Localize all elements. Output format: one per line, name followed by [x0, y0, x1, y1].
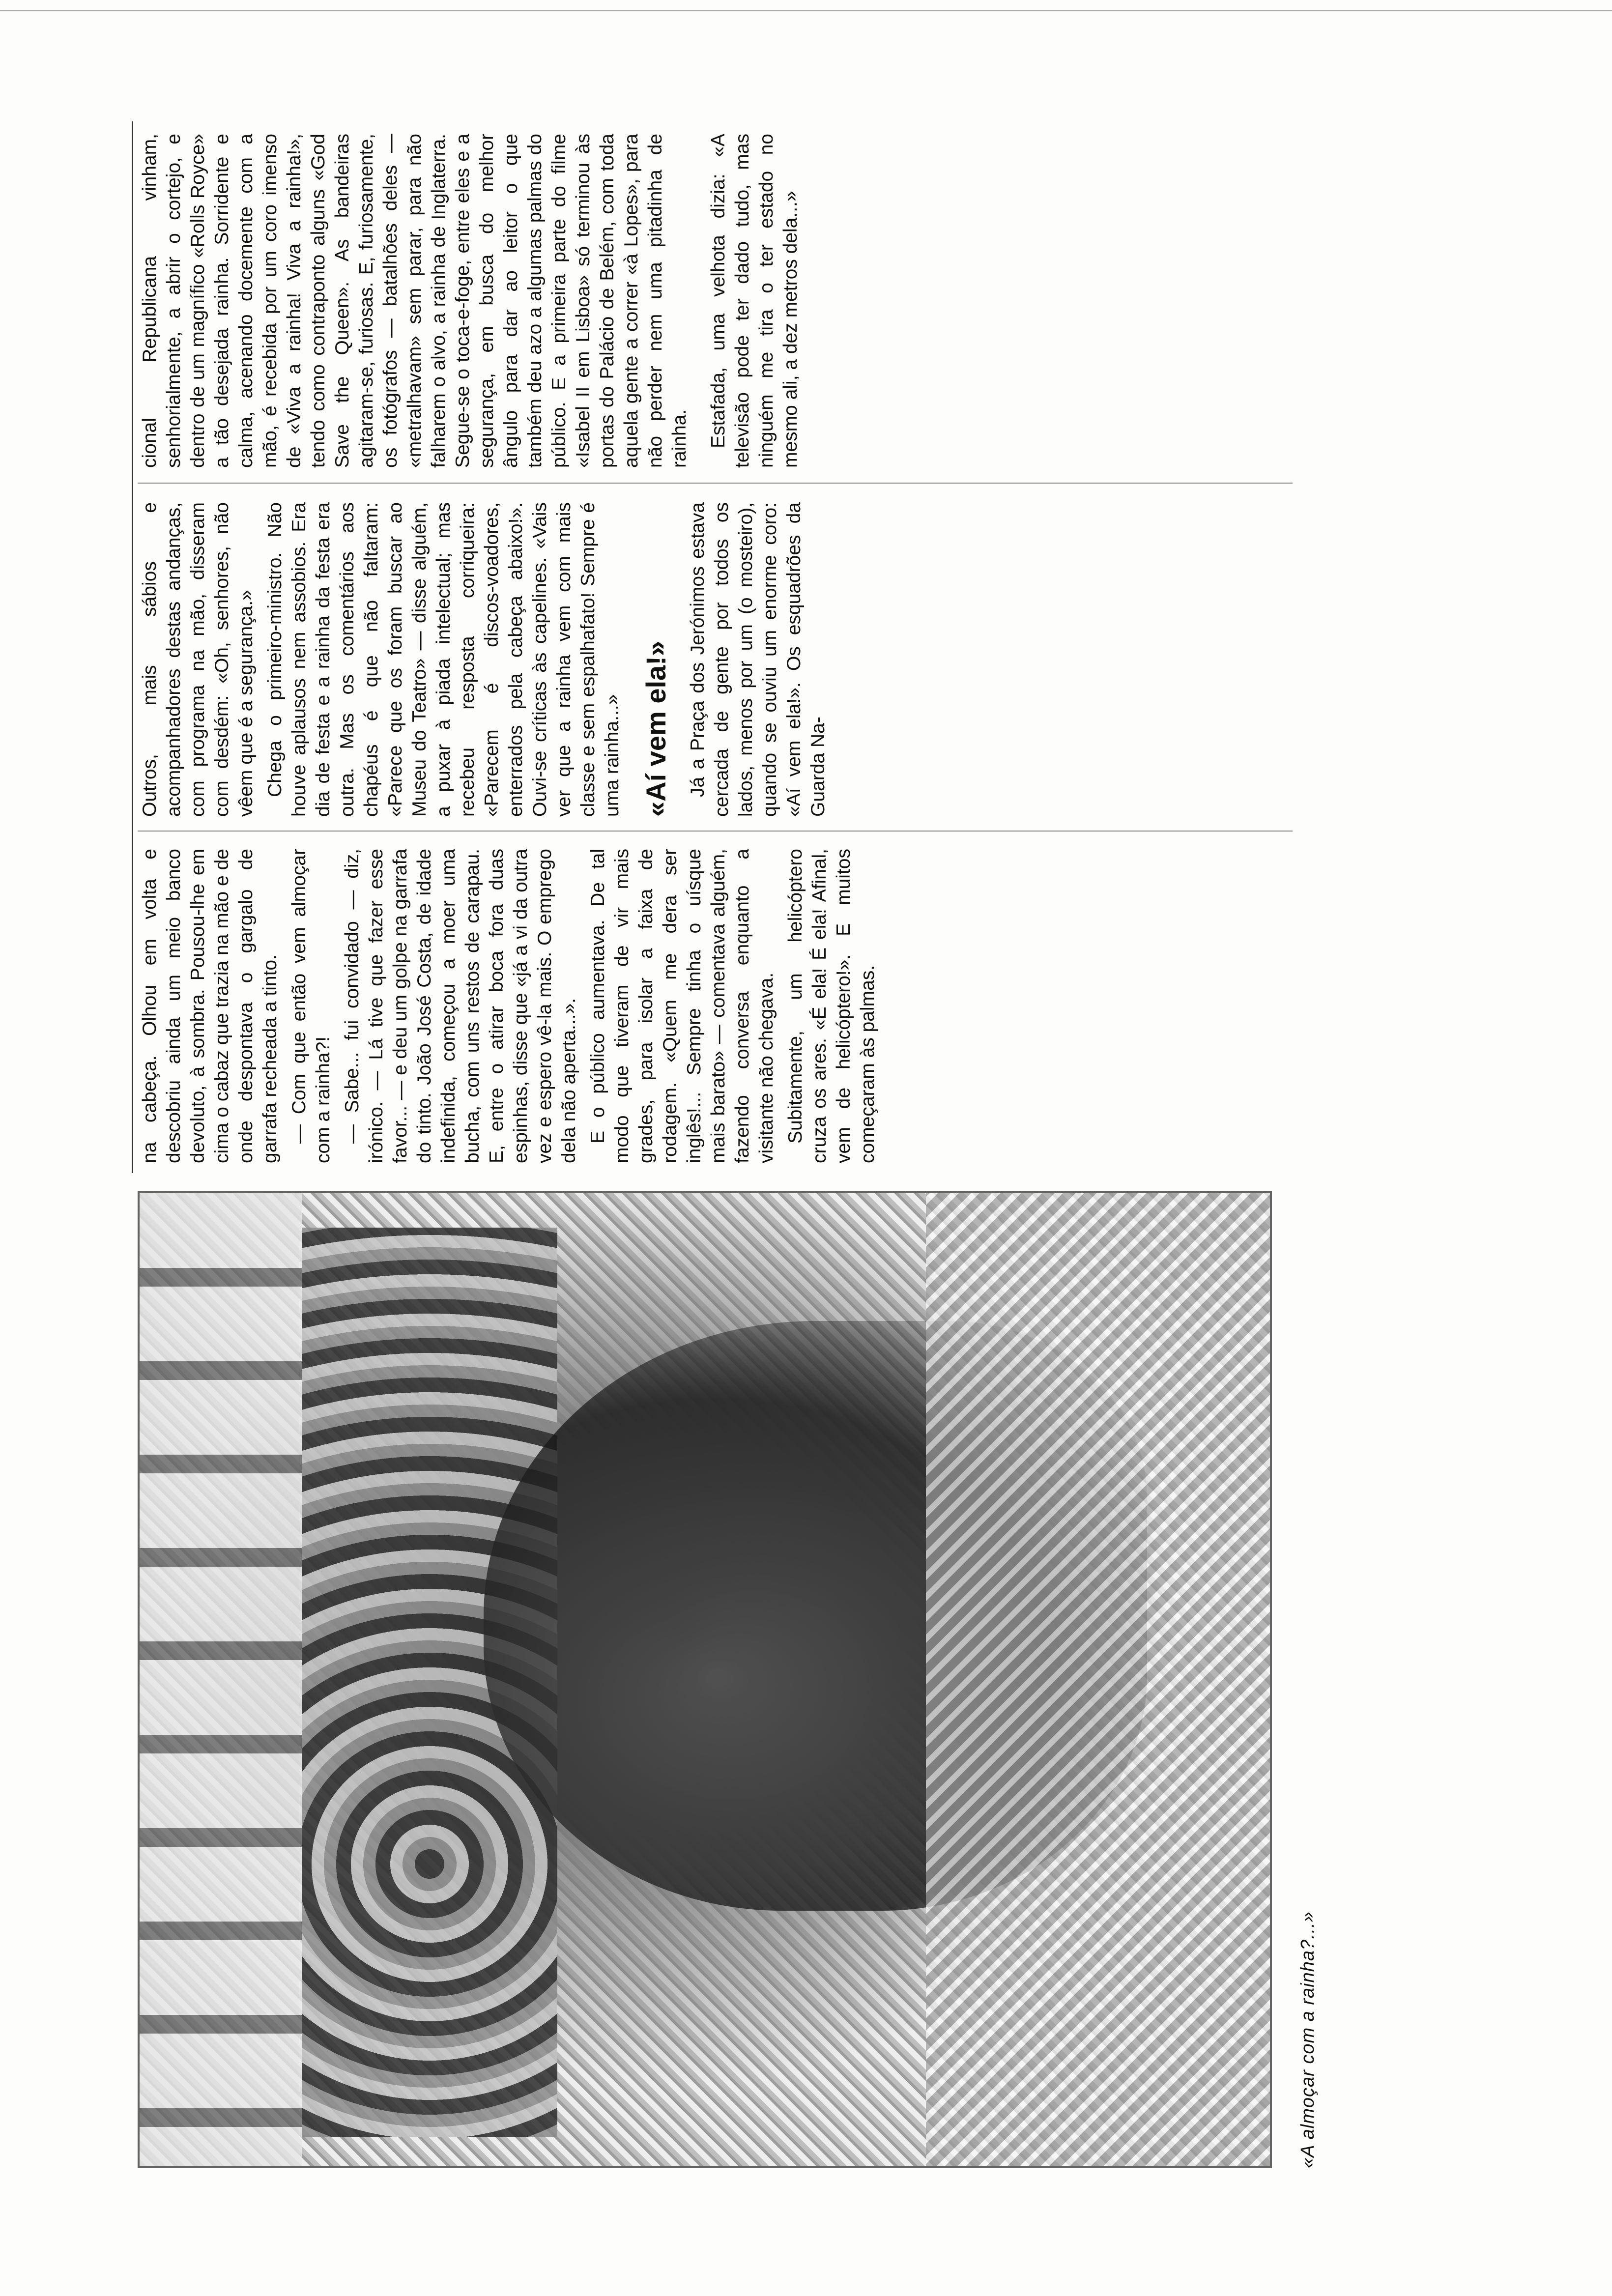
- paragraph: Já a Praça dos Jerónimos estava cercada de gente por todos os lados, menos por um (o mosteiro), quando se ouviu um enorme coro: «Aí vem ela!». Os esquadrões da Guarda Na-: [687, 502, 829, 817]
- paragraph: Estafada, uma velhota dizia: «A televisão pode ter dado tudo, mas ninguém me tira o ter estado no mesmo ali, a dez metros dela...»: [708, 134, 801, 468]
- paragraph: — Sabe... fui convidado — diz, irónico. — Lá tive que fazer esse favor... — e deu um golpe na garrafa do tinto. João José Costa, de idade indefinida, começou a moer uma bucha, com uns restos de carapau. E, entre o atirar boca fora duas espinhas, disse que «já a vi da outra vez e espero vê-la mais. O emprego dela não aperta...».: [342, 849, 579, 1163]
- paragraph: Chega o primeiro-ministro. Não houve aplausos nem assobios. Era dia de festa e a rainha da festa era outra. Mas os comentários aos chapéus é que não faltaram: «Parece que os foram buscar ao Museu do Teatro» — disse alguém, a puxar à piada intelectual; mas recebeu resposta corriqueira: «Parecem é discos-voadores, enterrados pela cabeça abaixo!». Ouvi-se críticas às capelines. «Vais ver que a rainha vem com mais classe e sem espalhafato! Sempre é uma rainha...»: [264, 502, 623, 817]
- text-column-3: [138, 134, 1293, 468]
- section-heading: «Aí vem ela!»: [640, 641, 671, 817]
- photo-cobblestones: [926, 1193, 1270, 2166]
- paragraph: Outros, mais sábios e acompanhadores destas andanças, com programa na mão, disseram com desdém: «Oh, senhores, não vêem que é a segurança.»: [139, 502, 257, 817]
- scan-edge-line: [0, 10, 1612, 11]
- text-column-2: [138, 502, 1293, 817]
- text-column-1: [138, 849, 1293, 1163]
- column-divider: [138, 483, 1293, 484]
- rotated-article: [108, 114, 1386, 2188]
- column-divider: [138, 831, 1293, 832]
- paragraph: E o público aumentava. De tal modo que tiveram de vir mais grades, para isolar a faixa de rodagem. «Quem me dera ser inglês!... Sempre tinha o uísque mais barato» — comentava alguém, fazendo conversa enquanto a visitante não chegava.: [587, 849, 777, 1163]
- photo-arches-background: [140, 1193, 302, 2166]
- top-rule: [132, 121, 133, 1173]
- photo-caption: «A almoçar com a rainha?...»: [1297, 1911, 1318, 2168]
- paragraph: — Com que então vem almoçar com a rainha?!: [288, 849, 334, 1163]
- paragraph: cional Republicana vinham, senhorialmente, a abrir o cortejo, e dentro de um magnífico «Rolls Royce» a tão desejada rainha. Sorridente e calma, acenando docemente com a mão, é recebida por um coro imenso de «Viva a rainha! Viva a rainha!», tendo como contraponto alguns «God Save the Queen». As bandeiras agitaram-se, furiosas. E, furiosamente, os fotógrafos — batalhões deles — «metralhavam» sem parar, para não falharem o alvo, a rainha de Inglaterra. Segue-se o toca-e-foge, entre eles e a segurança, em busca do melhor ângulo para dar ao leitor o que também deu azo a algumas palmas do público. E a primeira parte do filme «Isabel II em Lisboa» só terminou às portas do Palácio de Belém, com toda aquela gente a correr «à Lopes», para não perder nem uma pitadinha de rainha.: [139, 134, 690, 468]
- article-photo: [138, 1191, 1272, 2168]
- paragraph: na cabeça. Olhou em volta e descobriu ainda um meio banco devoluto, à sombra. Pousou-lhe em cima o cabaz que trazia na mão e de onde despontava o gargalo de garrafa recheada a tinto.: [139, 849, 281, 1163]
- paragraph: Subitamente, um helicóptero cruza os ares. «É ela! É ela! Afinal, vem de helicóptero!». E muitos começaram às palmas.: [785, 849, 878, 1163]
